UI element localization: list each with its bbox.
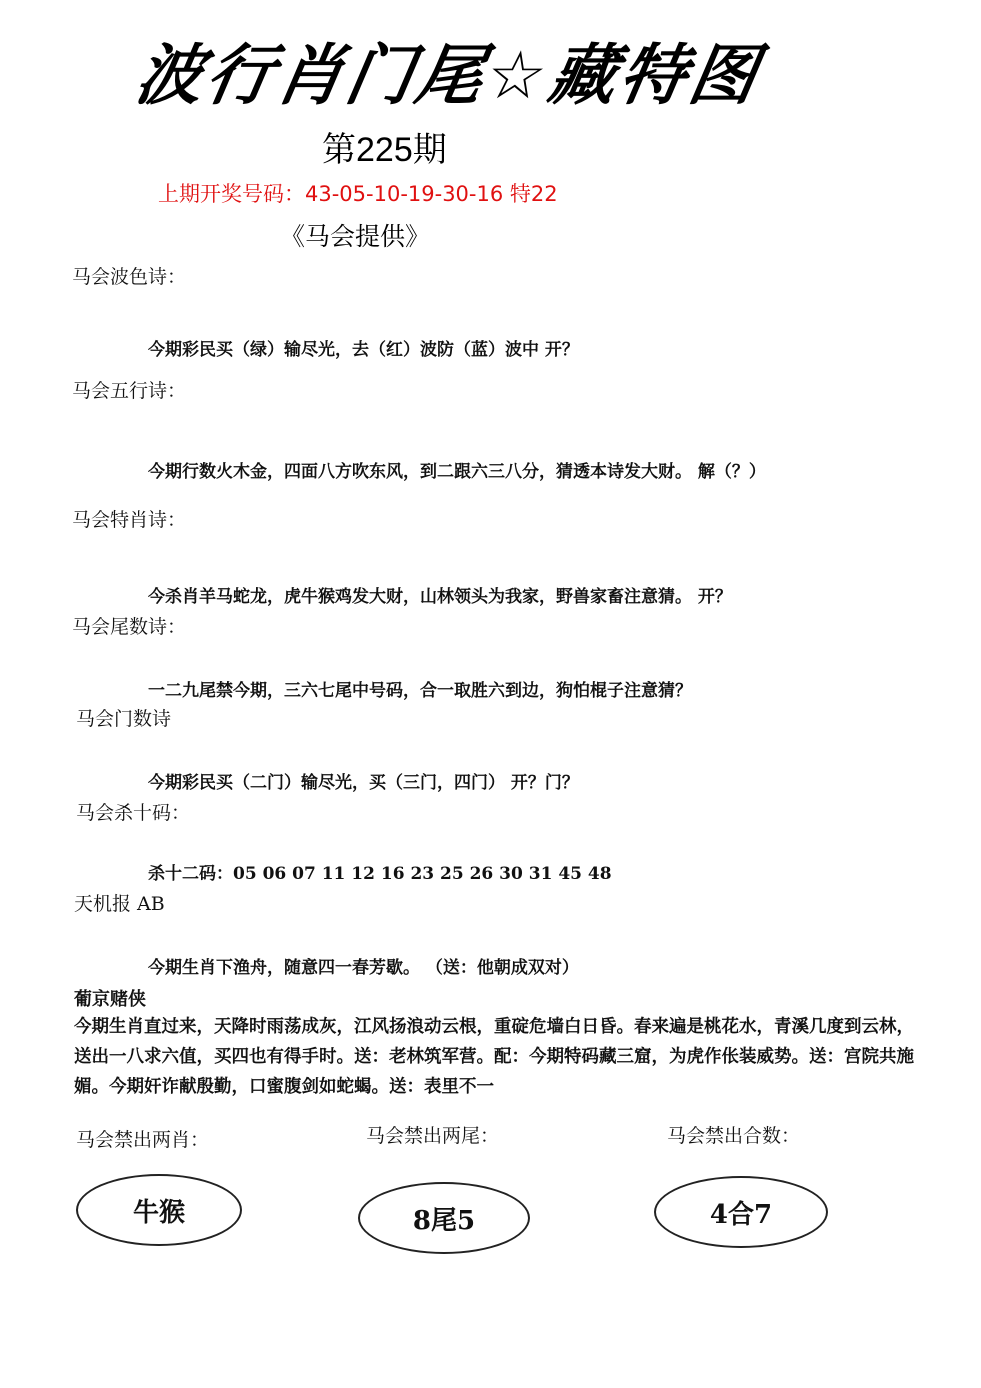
special-zodiac-poem-heading: 马会特肖诗：	[72, 509, 187, 531]
ban-tail-label: 马会禁出两尾：	[366, 1125, 500, 1147]
provider-label: 《马会提供》	[280, 222, 431, 251]
kill-ten-codes-heading: 马会杀十码：	[76, 802, 191, 824]
door-number-poem-line: 今期彩民买（二门）输尽光，买（三门，四门） 开？门？	[148, 773, 579, 793]
ban-zodiac-oval	[76, 1174, 242, 1246]
wave-color-poem-line: 今期彩民买（绿）输尽光，去（红）波防（蓝）波中 开？	[148, 340, 579, 360]
last-draw-numbers: 上期开奖号码：43-05-10-19-30-16 特22	[158, 182, 558, 206]
issue-number: 第225期	[322, 131, 447, 169]
ban-zodiac-label: 马会禁出两肖：	[76, 1129, 210, 1151]
special-zodiac-poem-line: 今杀肖羊马蛇龙，虎牛猴鸡发大财，山林领头为我家，野兽家畜注意猜。 开？	[148, 587, 732, 607]
puking-gambler-heading: 葡京赌侠	[74, 989, 146, 1010]
ban-zodiac-value: 牛猴	[132, 1197, 185, 1228]
tail-number-poem-heading: 马会尾数诗：	[72, 616, 187, 638]
tail-number-poem-line: 一二九尾禁今期，三六七尾中号码，合一取胜六到边，狗怕棍子注意猜？	[148, 681, 692, 701]
ban-sum-oval	[654, 1176, 828, 1248]
door-number-poem-heading: 马会门数诗	[76, 708, 172, 730]
ban-sum-value: 4合7	[709, 1199, 773, 1230]
tianji-report-line: 今期生肖下渔舟，随意四一春芳歇。 （送：他朝成双对）	[148, 958, 579, 978]
ban-tail-oval	[358, 1182, 530, 1254]
five-elements-poem-line: 今期行数火木金，四面八方吹东风，到二跟六三八分，猜透本诗发大财。 解（？）	[148, 462, 766, 482]
puking-gambler-paragraph: 今期生肖直过来，天降时雨荡成灰，江风扬浪动云根，重碇危墙白日昏。春来遍是桃花水，青溪几度到云林，送出一八求六值，买四也有得手时。送：老林筑军营。配：今期特码藏三窟，为虎作伥装威势。送：宫院共施媚。今期奸诈献殷勤，口蜜腹剑如蛇蝎。送：表里不一	[74, 1017, 914, 1097]
wave-color-poem-heading: 马会波色诗：	[72, 266, 187, 288]
page-title: 波行肖门尾☆藏特图	[130, 37, 767, 114]
five-elements-poem-heading: 马会五行诗：	[72, 380, 187, 402]
kill-twelve-codes-line: 杀十二码：05 06 07 11 12 16 23 25 26 30 31 45 48	[148, 864, 612, 884]
ban-sum-label: 马会禁出合数：	[667, 1125, 801, 1147]
ban-tail-value: 8尾5	[412, 1205, 476, 1236]
tianji-report-heading: 天机报 AB	[74, 893, 165, 915]
